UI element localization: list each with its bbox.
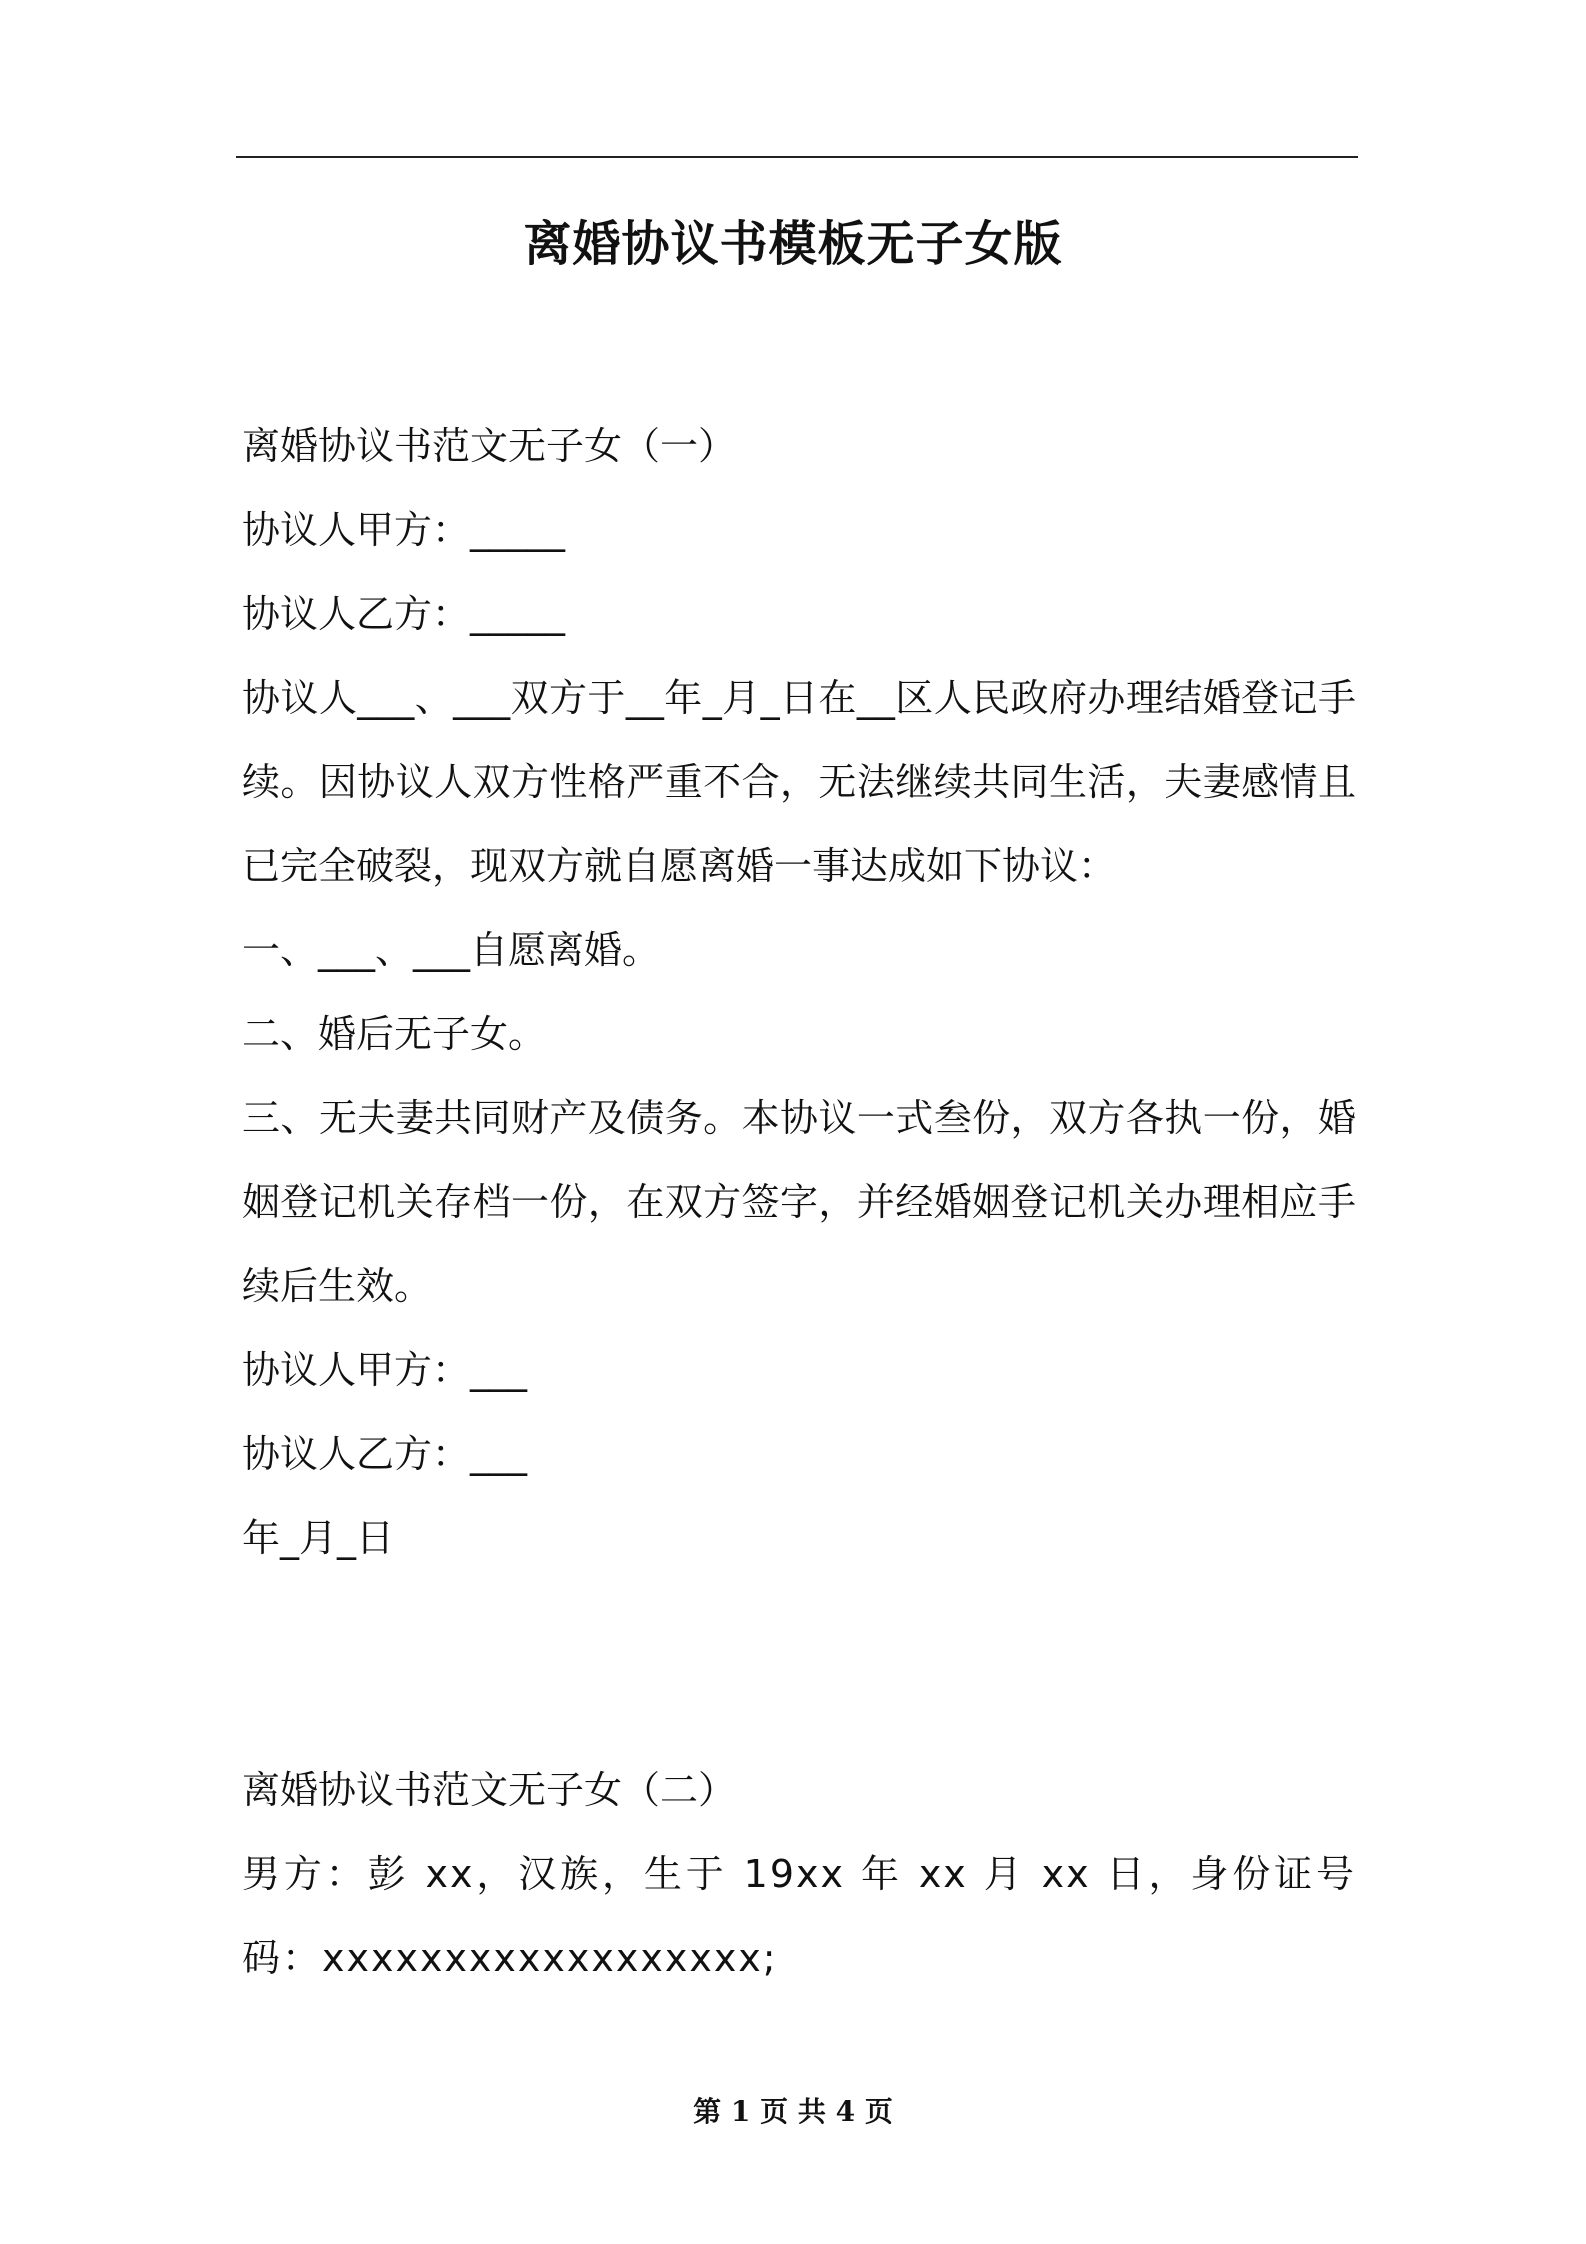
signature-party-b: 协议人乙方：___: [242, 1432, 528, 1476]
party-a-line: 协议人甲方：_____: [242, 508, 566, 552]
clause-1: 一、___、___自愿离婚。: [242, 928, 661, 972]
section-heading-1: 离婚协议书范文无子女（一）: [242, 424, 737, 468]
header-rule: [236, 156, 1358, 158]
section-spacer: [242, 1580, 1356, 1748]
signature-party-a: 协议人甲方：___: [242, 1348, 528, 1392]
page-footer: 第 1 页 共 4 页: [693, 2095, 893, 2128]
section-heading-2: 离婚协议书范文无子女（二）: [242, 1768, 737, 1812]
document-body: [242, 404, 1356, 2000]
clause-2: 二、婚后无子女。: [242, 1012, 547, 1056]
male-party-info: 男方：彭 xx，汉族，生于 19xx 年 xx 月 xx 日，身份证号码：xxxxxxxxxxxxxxxxxx;: [242, 1852, 1356, 1980]
agreement-intro: 协议人___、___双方于__年_月_日在__区人民政府办理结婚登记手续。因协议人双方性格严重不合，无法继续共同生活，夫妻感情且已完全破裂，现双方就自愿离婚一事达成如下协议：: [242, 676, 1356, 888]
clause-3: 三、无夫妻共同财产及债务。本协议一式叁份，双方各执一份，婚姻登记机关存档一份，在双方签字，并经婚姻登记机关办理相应手续后生效。: [242, 1096, 1356, 1308]
signature-date: 年_月_日: [242, 1516, 395, 1560]
document-title: 离婚协议书模板无子女版: [523, 216, 1063, 272]
party-b-line: 协议人乙方：_____: [242, 592, 566, 636]
